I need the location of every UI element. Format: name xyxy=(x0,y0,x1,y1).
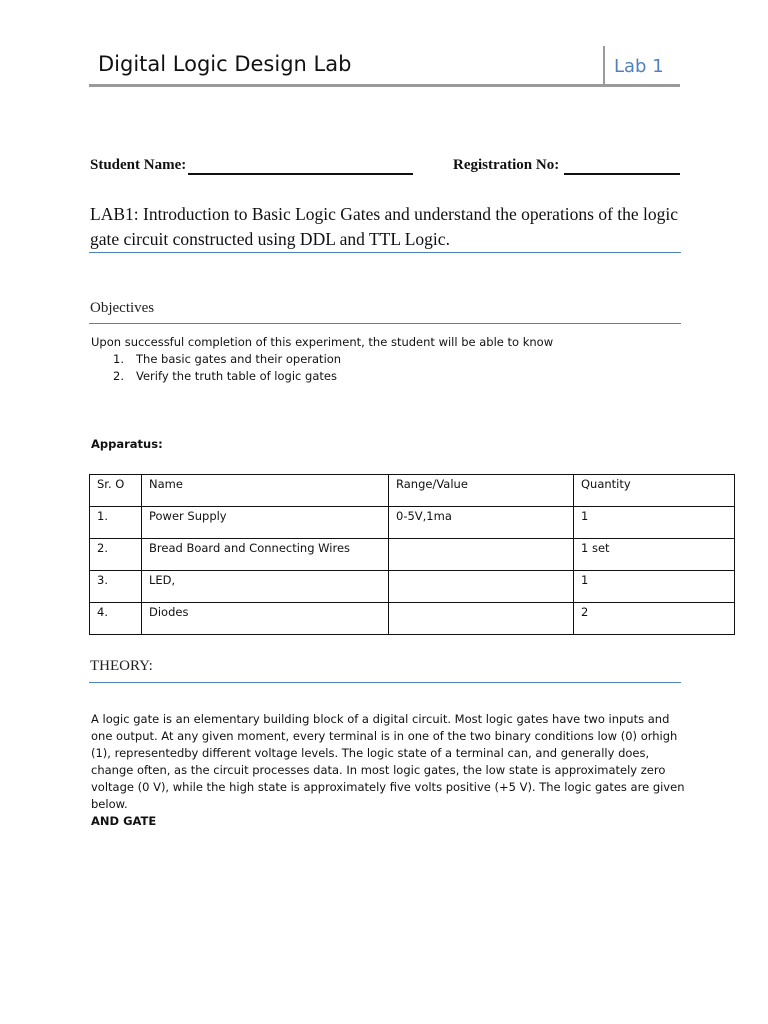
table-cell xyxy=(389,571,574,603)
document-title: Digital Logic Design Lab xyxy=(98,52,352,76)
table-cell: 0-5V,1ma xyxy=(389,507,574,539)
list-item: The basic gates and their operation xyxy=(136,352,342,366)
list-item-number: 2. xyxy=(113,369,124,383)
lab-heading: LAB1: Introduction to Basic Logic Gates and understand the operations of the logic gate circuit constructed using DDL and TTL Logic. xyxy=(90,204,679,249)
table-cell xyxy=(389,603,574,635)
table-cell: LED, xyxy=(142,571,389,603)
table-header-row xyxy=(90,475,735,507)
list-item: Verify the truth table of logic gates xyxy=(136,369,337,383)
table-row xyxy=(90,507,735,539)
registration-no-label: Registration No: xyxy=(453,157,560,173)
table-cell: 1 xyxy=(574,571,735,603)
table-cell: 1. xyxy=(90,507,142,539)
table-cell: 1 xyxy=(574,507,735,539)
column-header: Range/Value xyxy=(389,475,574,507)
table-row xyxy=(90,539,735,571)
table-cell: 4. xyxy=(90,603,142,635)
and-gate-heading: AND GATE xyxy=(91,814,157,828)
student-name-label: Student Name: xyxy=(90,157,187,173)
table-cell: 1 set xyxy=(574,539,735,571)
header-divider xyxy=(603,46,605,86)
apparatus-heading: Apparatus: xyxy=(91,437,163,451)
table-cell: 3. xyxy=(90,571,142,603)
objectives-heading: Objectives xyxy=(90,300,155,316)
table-cell: 2 xyxy=(574,603,735,635)
theory-heading: THEORY: xyxy=(90,658,153,674)
table-cell: 2. xyxy=(90,539,142,571)
table-cell: Power Supply xyxy=(142,507,389,539)
section-rule xyxy=(89,323,681,324)
objectives-intro: Upon successful completion of this experiment, the student will be able to know xyxy=(91,335,554,349)
table-cell: Bread Board and Connecting Wires xyxy=(142,539,389,571)
table-row xyxy=(90,571,735,603)
header-rule xyxy=(89,84,680,87)
section-rule xyxy=(89,682,681,683)
student-name-blank xyxy=(188,173,413,175)
column-header: Quantity xyxy=(574,475,735,507)
list-item-number: 1. xyxy=(113,352,124,366)
table-row xyxy=(90,603,735,635)
column-header: Sr. O xyxy=(90,475,142,507)
theory-paragraph: A logic gate is an elementary building block of a digital circuit. Most logic gates have two inputs and one output. At any given moment, every terminal is in one of the two binary conditions low (0) orhigh (1), representedby different voltage levels. The logic state of a terminal can, and generally does, change often, as the circuit processes data. In most logic gates, the low state is approximately zero voltage (0 V), while the high state is approximately five volts positive (+5 V). The logic gates are given below. xyxy=(91,712,685,811)
apparatus-table xyxy=(89,474,735,635)
table-cell xyxy=(389,539,574,571)
table-cell: Diodes xyxy=(142,603,389,635)
section-rule xyxy=(89,252,681,253)
registration-no-blank xyxy=(564,173,680,175)
column-header: Name xyxy=(142,475,389,507)
lab-number-label: Lab 1 xyxy=(614,56,664,77)
